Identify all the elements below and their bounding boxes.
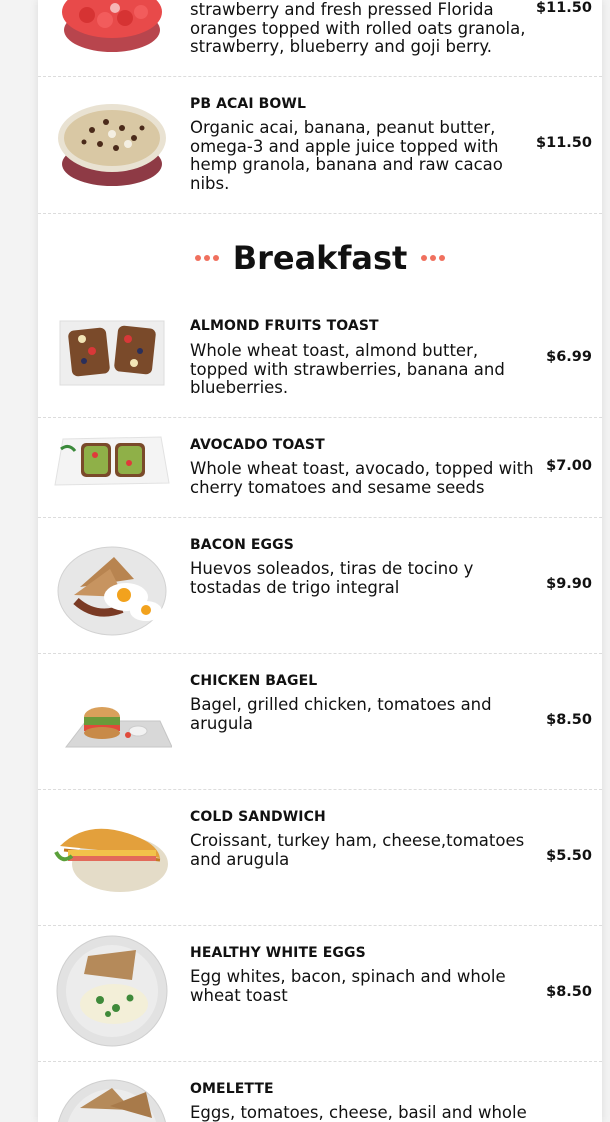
item-description: Huevos soleados, tiras de tocino y tostadas de trigo integral: [190, 559, 474, 597]
item-price: $9.90: [546, 576, 592, 592]
item-name: COLD SANDWICH: [190, 809, 326, 825]
item-description: Eggs, tomatoes, cheese, basil and whole: [190, 1103, 527, 1122]
item-description: Egg whites, bacon, spinach and whole wheat toast: [190, 967, 506, 1005]
item-description: Whole wheat toast, avocado, topped with cherry tomatoes and sesame seeds: [190, 459, 534, 497]
croissant-sandwich-icon: [52, 796, 172, 906]
item-name: OMELETTE: [190, 1081, 274, 1097]
menu-sheet: [38, 0, 602, 1122]
menu-item[interactable]: [38, 518, 602, 654]
item-name: PB ACAI BOWL: [190, 96, 306, 112]
fruit-toast-icon: [52, 296, 172, 406]
item-price: $8.50: [546, 984, 592, 1000]
item-name: HEALTHY WHITE EGGS: [190, 945, 366, 961]
item-description: Croissant, turkey ham, cheese,tomatoes and arugula: [190, 831, 525, 869]
omelette-plate-icon: [52, 1080, 172, 1122]
item-name: ALMOND FRUITS TOAST: [190, 318, 379, 334]
menu-item[interactable]: [38, 0, 602, 77]
item-name: BACON EGGS: [190, 537, 294, 553]
chicken-bagel-icon: [52, 668, 172, 778]
decorative-dots-icon: [195, 255, 219, 261]
bacon-eggs-plate-icon: [52, 532, 172, 642]
item-price: $5.50: [546, 848, 592, 864]
acai-bowl-icon: [52, 89, 172, 199]
item-price: $8.50: [546, 712, 592, 728]
item-price: $7.00: [546, 458, 592, 474]
section-header-breakfast: [38, 236, 602, 280]
item-price: $11.50: [536, 135, 592, 151]
decorative-dots-icon: [421, 255, 445, 261]
menu-item[interactable]: [38, 296, 602, 418]
item-description: Organic acai, banana, peanut butter, omega-3 and apple juice topped with hemp granola, banana and raw cacao nibs.: [190, 118, 503, 193]
item-description: Whole wheat toast, almond butter, topped with strawberries, banana and blueberries.: [190, 341, 505, 397]
item-price: $6.99: [546, 349, 592, 365]
menu-item[interactable]: [38, 790, 602, 926]
section-title: Breakfast: [232, 239, 408, 277]
menu-item[interactable]: [38, 1062, 602, 1122]
item-name: AVOCADO TOAST: [190, 437, 325, 453]
menu-item[interactable]: [38, 418, 602, 518]
item-name: CHICKEN BAGEL: [190, 673, 318, 689]
item-description: strawberry and fresh pressed Florida oranges topped with rolled oats granola, strawberry, blueberry and goji berry.: [190, 0, 526, 56]
menu-item[interactable]: [38, 77, 602, 214]
avocado-toast-icon: [52, 404, 172, 514]
item-price: $11.50: [536, 0, 592, 16]
strawberry-bowl-icon: [52, 0, 172, 65]
menu-item[interactable]: [38, 654, 602, 790]
egg-whites-plate-icon: [52, 936, 172, 1046]
item-description: Bagel, grilled chicken, tomatoes and arugula: [190, 695, 492, 733]
menu-item[interactable]: [38, 926, 602, 1062]
